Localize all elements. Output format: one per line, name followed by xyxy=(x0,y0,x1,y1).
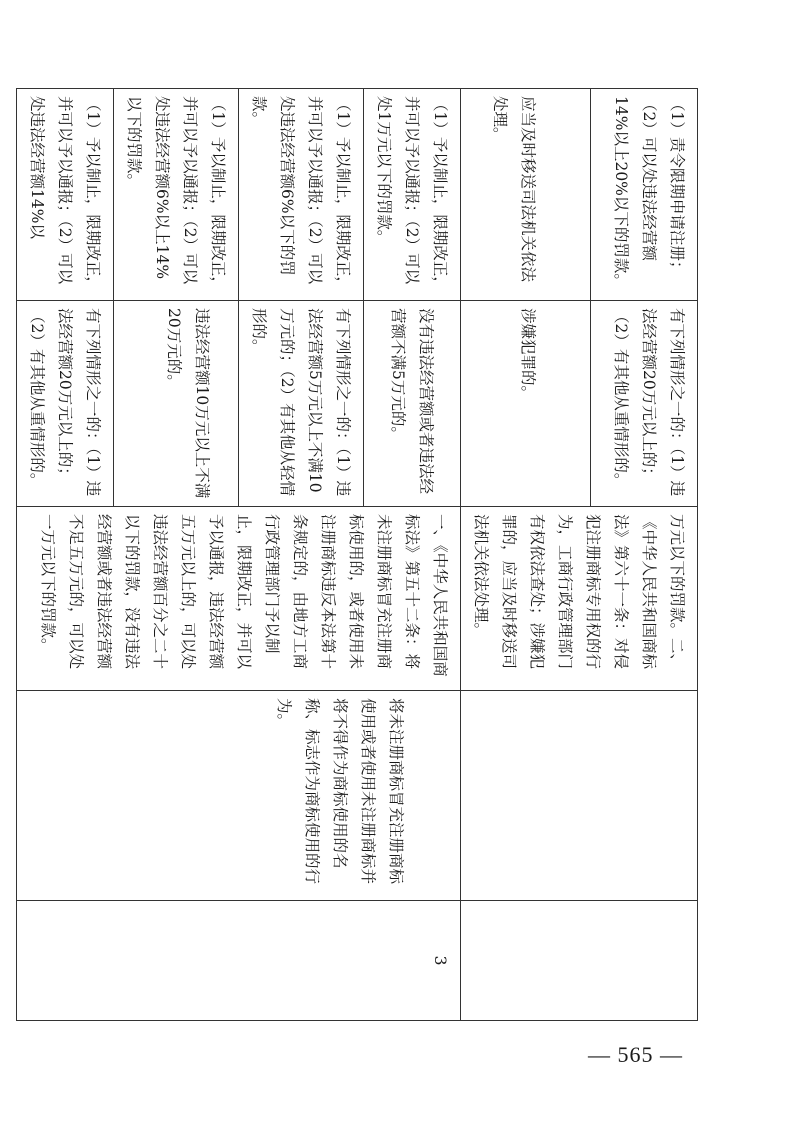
penalty-cell: （1）责令限期申请注册；（2）可以处违法经营额14%以上20%以下的罚款。 xyxy=(591,89,698,301)
circumstance-cell: 违法经营额10万元以上不满20万元的。 xyxy=(114,301,239,507)
penalty-cell: （1）予以制止，限期改正，并可以予以通报；（2）可以处1万元以下的罚款。 xyxy=(364,89,461,301)
circumstance-cell: 有下列情形之一的：（1）违法经营额20万元以上的；（2）有其他从重情形的。 xyxy=(17,301,114,507)
table-row xyxy=(591,89,698,1021)
penalty-cell: （1）予以制止，限期改正，并可以予以通报；（2）可以处违法经营额6%以下的罚款。 xyxy=(239,89,364,301)
page-number: — 565 — xyxy=(588,1042,683,1067)
circumstance-cell: 有下列情形之一的：（1）违法经营额20万元以上的；（2）有其他从重情形的。 xyxy=(591,301,698,507)
penalty-cell: （1）予以制止，限期改正，并可以予以通报；（2）可以处违法经营额6%以上14%以下的罚款。 xyxy=(114,89,239,301)
violation-act-cell xyxy=(461,691,698,901)
circumstance-cell: 有下列情形之一的：（1）违法经营额5万元以上不满10万元的；（2）有其他从轻情形的。 xyxy=(239,301,364,507)
legal-basis-cell: 万元以下的罚款。二、《中华人民共和国商标法》第六十一条：对侵犯注册商标专用权的行为，工商行政管理部门有权依法查处；涉嫌犯罪的，应当及时移送司法机关依法处理。 xyxy=(461,507,698,691)
serial-number-cell xyxy=(461,901,698,1021)
penalty-discretion-table xyxy=(16,88,698,1021)
violation-act-cell: 将未注册商标冒充注册商标使用或者使用未注册商标并将不得作为商标使用的名称、标志作为商标使用的行为。 xyxy=(17,691,461,901)
circumstance-cell: 涉嫌犯罪的。 xyxy=(461,301,591,507)
rotated-table-page xyxy=(28,88,698,1020)
table-row xyxy=(364,89,461,1021)
penalty-cell: （1）予以制止，限期改正，并可以予以通报；（2）可以处违法经营额14%以 xyxy=(17,89,114,301)
circumstance-cell: 没有违法经营额或者违法经营额不满5万元的。 xyxy=(364,301,461,507)
legal-basis-cell: 一、《中华人民共和国商标法》第五十二条：将未注册商标冒充注册商标使用的，或者使用未注册商标违反本法第十条规定的，由地方工商行政管理部门予以制止，限期改正，并可以予以通报，违法经营额五万元以上的，可以处违法经营额百分之二十以下的罚款，没有违法经营额或者违法经营额不足五万元的，可以处一万元以下的罚款。 xyxy=(17,507,461,691)
penalty-cell: 应当及时移送司法机关依法处理。 xyxy=(461,89,591,301)
serial-number-cell: 3 xyxy=(17,901,461,1021)
